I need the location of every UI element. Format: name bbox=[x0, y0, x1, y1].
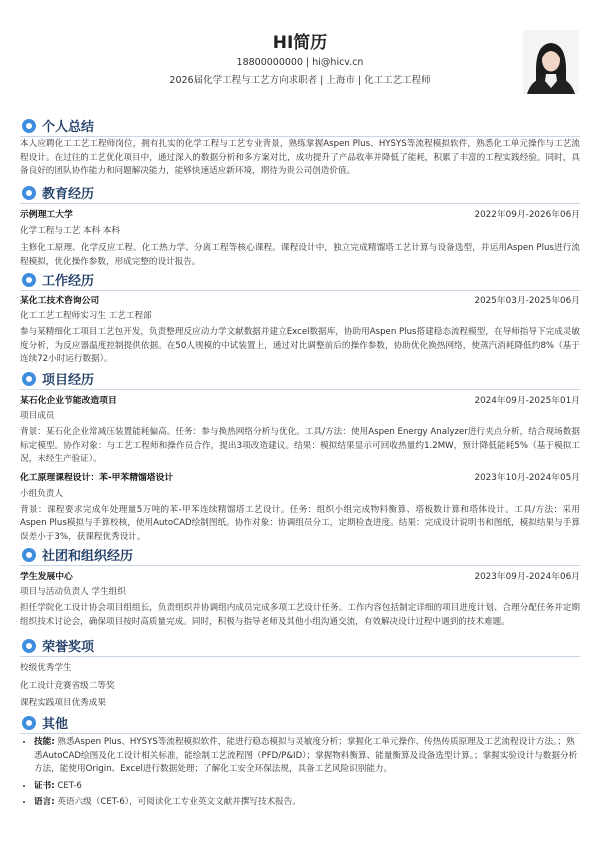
section-bullet-icon bbox=[22, 548, 36, 562]
certificate-item bbox=[34, 780, 580, 794]
section-campus bbox=[20, 545, 580, 629]
section-bullet-icon bbox=[22, 639, 36, 653]
campus-row bbox=[20, 569, 580, 583]
section-header bbox=[20, 545, 580, 565]
section-bullet-icon bbox=[22, 186, 36, 200]
language-label: 语言: bbox=[34, 797, 55, 808]
certificate-label: 证书: bbox=[34, 780, 55, 791]
project-date: 2024年09月-2025年01月 bbox=[474, 396, 580, 406]
section-title: 工作经历 bbox=[42, 274, 95, 289]
project-row bbox=[20, 393, 580, 407]
campus-role: 项目与活动负责人 学生组织 bbox=[20, 587, 126, 597]
campus-detail: 担任学院化工设计协会项目组组长，负责组织并协调组内成员完成多项工艺设计任务。工作内容包括制定详细的项目进度计划、合理分配任务并定期组织技术讨论会，确保项目按时高质量完成。同时，积极与指导老师及其他小组沟通交流，有效解决设计过程中遇到的技术难题。 bbox=[20, 603, 580, 627]
section-header bbox=[20, 369, 580, 389]
education-detail: 主修化工原理、化学反应工程、化工热力学、分离工程等核心课程。课程设计中，独立完成精馏塔工艺计算与设备选型，并运用Aspen Plus进行流程模拟，优化操作参数，形成完整的设计报告。 bbox=[20, 243, 580, 267]
section-divider bbox=[20, 290, 580, 291]
section-divider bbox=[20, 565, 580, 566]
candidate-name: HI简历 bbox=[272, 33, 328, 53]
project-detail: 背景：某石化企业常减压装置能耗偏高。任务：参与换热网络分析与优化。工具/方法：使用Aspen Energy Analyzer进行夹点分析，结合现场数据标定模型。协作对象：与工艺工程师和操作员合作，提出3项改造建议。结果：模拟结果显示可回收热量约1.2MW，预计降低能耗5%（基于模拟工况，未经生产验证）。 bbox=[20, 427, 580, 465]
section-bullet-icon bbox=[22, 273, 36, 287]
project-row bbox=[20, 470, 580, 484]
section-divider bbox=[20, 203, 580, 204]
section-header bbox=[20, 636, 580, 656]
work-detail: 参与某精细化工项目工艺包开发，负责整理反应动力学文献数据并建立Excel数据库，协助用Aspen Plus搭建稳态流程模型，在导师指导下完成灵敏度分析，为反应器温度控制提供依据。在50人规模的中试装置上，通过对比调整前后的操作参数，协助优化换热网络，使蒸汽消耗降低约8%（基于连续72小时运行数据）。 bbox=[20, 327, 580, 365]
certificate-text: CET-6 bbox=[54, 780, 82, 791]
section-header bbox=[20, 183, 580, 203]
section-bullet-icon bbox=[22, 372, 36, 386]
campus-date: 2023年09月-2024年06月 bbox=[474, 572, 580, 582]
organization-name: 学生发展中心 bbox=[20, 572, 73, 582]
section-divider bbox=[20, 656, 580, 657]
avatar-photo bbox=[523, 30, 579, 94]
honor-item: 校级优秀学生 bbox=[20, 663, 72, 673]
job-intent: 2026届化学工程与工艺方向求职者 | 上海市 | 化工工艺工程师 bbox=[169, 75, 431, 86]
company-name: 某化工技术咨询公司 bbox=[20, 296, 100, 306]
other-list bbox=[20, 736, 580, 810]
section-work bbox=[20, 270, 580, 367]
section-header bbox=[20, 270, 580, 290]
education-date: 2022年09月-2026年06月 bbox=[474, 210, 580, 220]
honor-item: 课程实践项目优秀成果 bbox=[20, 698, 106, 708]
skills-label: 技能: bbox=[34, 737, 55, 747]
section-divider bbox=[20, 136, 580, 137]
resume-header bbox=[0, 0, 600, 118]
section-bullet-icon bbox=[22, 716, 36, 730]
project-role: 项目成员 bbox=[20, 411, 55, 421]
avatar bbox=[523, 30, 579, 94]
project-name: 化工原理课程设计：苯-甲苯精馏塔设计 bbox=[20, 472, 174, 483]
language-item bbox=[34, 796, 580, 810]
section-header bbox=[20, 713, 580, 733]
contact-info: 18800000000 | hi@hicv.cn bbox=[236, 57, 364, 68]
section-title: 项目经历 bbox=[42, 373, 95, 388]
project-date: 2023年10月-2024年05月 bbox=[474, 472, 580, 483]
work-role: 化工工艺工程师实习生 工艺工程部 bbox=[20, 311, 152, 321]
section-title: 教育经历 bbox=[42, 187, 95, 202]
section-title: 荣誉奖项 bbox=[42, 640, 95, 655]
section-honors bbox=[20, 636, 580, 711]
education-row bbox=[20, 207, 580, 221]
work-row bbox=[20, 293, 580, 307]
education-major: 化学工程与工艺 本科 本科 bbox=[20, 226, 120, 236]
section-divider bbox=[20, 733, 580, 734]
skills-item bbox=[34, 736, 580, 777]
section-education bbox=[20, 183, 580, 269]
section-other bbox=[20, 713, 580, 810]
section-title: 社团和组织经历 bbox=[42, 549, 134, 564]
section-bullet-icon bbox=[22, 119, 36, 133]
section-title: 其他 bbox=[42, 717, 69, 732]
work-date: 2025年03月-2025年06月 bbox=[474, 296, 580, 306]
project-name: 某石化企业节能改造项目 bbox=[20, 396, 117, 406]
skills-text: 熟悉Aspen Plus、HYSYS等流程模拟软件，能进行稳态模拟与灵敏度分析；掌握化工单元操作、传热传质原理及工艺流程设计方法。；熟悉AutoCAD绘图及化工设计相关标准，能绘制工艺流程图（PFD/P&ID）；掌握物料衡算、能量衡算及设备选型计算。；掌握实验设计与数据分析方法，能使用Origin、Excel进行数据处理；了解化工安全环保法规，具备工艺风险识别能力。 bbox=[34, 737, 578, 775]
project-detail: 背景：课程要求完成年处理量5万吨的苯-甲苯连续精馏塔工艺设计。任务：组织小组完成物料衡算、塔板数计算和塔体设计。工具/方法：采用Aspen Plus模拟与手算校核，使用AutoCAD绘制图纸。协作对象：协调组员分工，定期检查进度。结果：完成设计说明书和图纸，模拟结果与手算误差小于3%，获课程优秀设计。 bbox=[20, 504, 580, 542]
section-header bbox=[20, 116, 580, 136]
honor-item: 化工设计竞赛省级二等奖 bbox=[20, 680, 115, 691]
section-summary bbox=[20, 116, 580, 179]
project-role: 小组负责人 bbox=[20, 488, 63, 499]
summary-text: 本人应聘化工工艺工程师岗位，拥有扎实的化学工程与工艺专业背景，熟练掌握Aspen Plus、HYSYS等流程模拟软件，熟悉化工单元操作与工艺流程设计。在过往的工艺优化项目中，通过深入的数据分析和多方案对比，成功提升了产品收率并降低了能耗，积累了丰富的工程实践经验。同时，具备良好的团队协作能力和问题解决能力，能够快速适应新环境，期待为贵公司创造价值。 bbox=[20, 139, 580, 177]
school-name: 示例理工大学 bbox=[20, 210, 73, 220]
section-projects bbox=[20, 369, 580, 545]
section-title: 个人总结 bbox=[42, 120, 95, 135]
language-text: 英语六级（CET-6），可阅读化工专业英文文献并撰写技术报告。 bbox=[54, 797, 301, 808]
section-divider bbox=[20, 389, 580, 390]
